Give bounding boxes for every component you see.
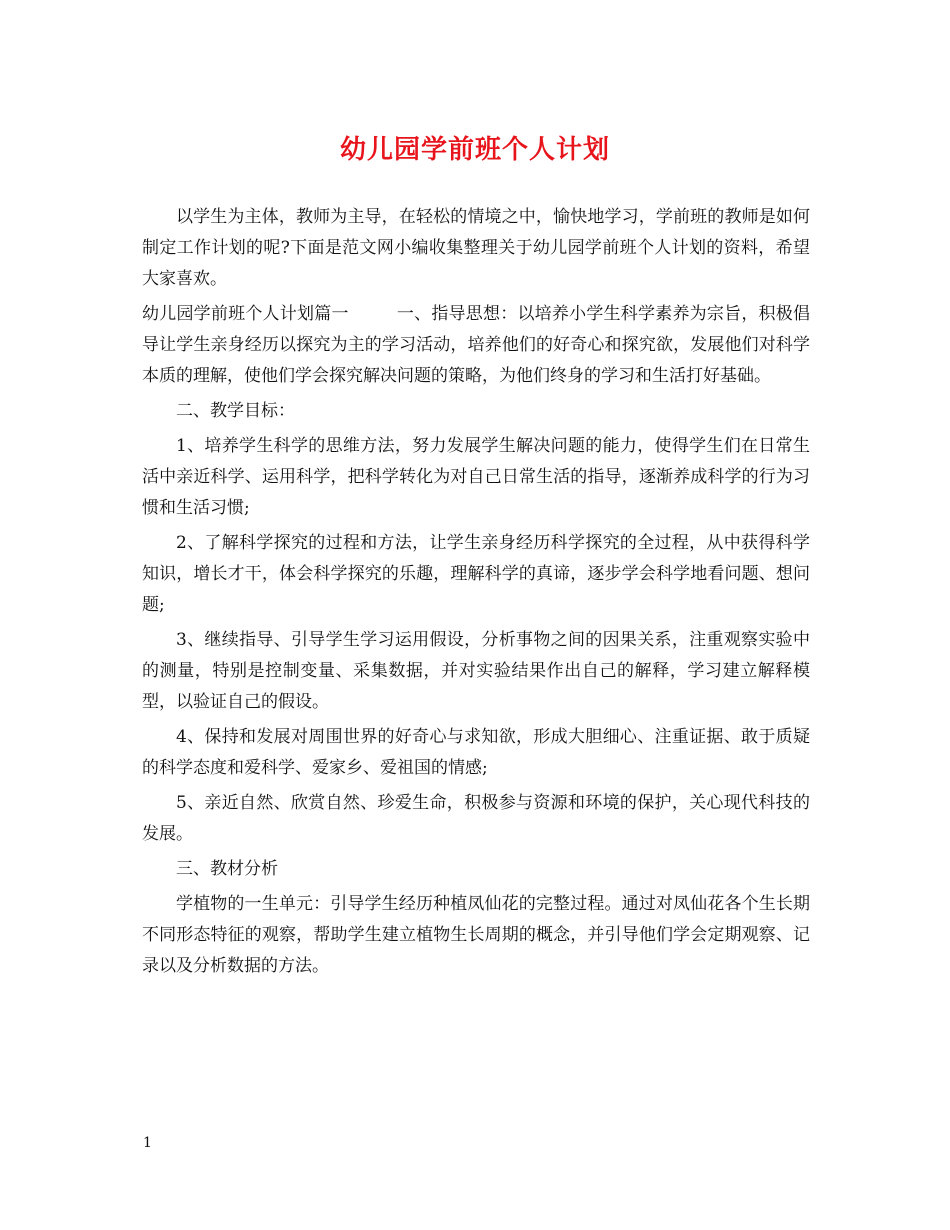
analysis-heading: 三、教材分析 (176, 859, 278, 879)
goals-heading: 二、教学目标： (176, 401, 295, 421)
page-number: 1 (143, 1135, 152, 1151)
goal-item: 5、亲近自然、欣赏自然、珍爱生命，积极参与资源和环境的保护，关心现代科技的发展。 (142, 793, 810, 844)
goal-item: 3、继续指导、引导学生学习运用假设，分析事物之间的因果关系，注重观察实验中的测量，特别是控制变量、采集数据，并对实验结果作出自己的解释，学习建立解释模型，以验证自己的假设。 (142, 630, 810, 712)
document-body (142, 202, 810, 986)
intro-paragraph: 以学生为主体，教师为主导，在轻松的情境之中，愉快地学习，学前班的教师是如何制定工作计划的呢?下面是范文网小编收集整理关于幼儿园学前班个人计划的资料，希望大家喜欢。 (142, 207, 810, 289)
goal-item: 2、了解科学探究的过程和方法，让学生亲身经历科学探究的全过程，从中获得科学知识，增长才干，体会科学探究的乐趣，理解科学的真谛，逐步学会科学地看问题、想问题; (142, 533, 810, 615)
guiding-thought: 一、指导思想：以培养小学生科学素养为宗旨，积极倡导让学生亲身经历以探究为主的学习活动，培养他们的好奇心和探究欲，发展他们对科学本质的理解，使他们学会探究解决问题的策略，为他们终身的学习和生活打好基础。 (142, 304, 811, 386)
document-title: 幼儿园学前班个人计划 (339, 135, 610, 165)
section-label: 幼儿园学前班个人计划篇一 (142, 304, 349, 324)
section-paragraph (142, 299, 810, 392)
analysis-paragraph: 学植物的一生单元：引导学生经历种植凤仙花的完整过程。通过对凤仙花各个生长期不同形态特征的观察，帮助学生建立植物生长周期的概念，并引导他们学会定期观察、记录以及分析数据的方法。 (142, 894, 810, 976)
goal-item: 4、保持和发展对周围世界的好奇心与求知欲，形成大胆细心、注重证据、敢于质疑的科学态度和爱科学、爱家乡、爱祖国的情感; (142, 727, 810, 778)
goal-item: 1、培养学生科学的思维方法，努力发展学生解决问题的能力，使得学生们在日常生活中亲近科学、运用科学，把科学转化为对自己日常生活的指导，逐渐养成科学的行为习惯和生活习惯; (142, 436, 810, 518)
